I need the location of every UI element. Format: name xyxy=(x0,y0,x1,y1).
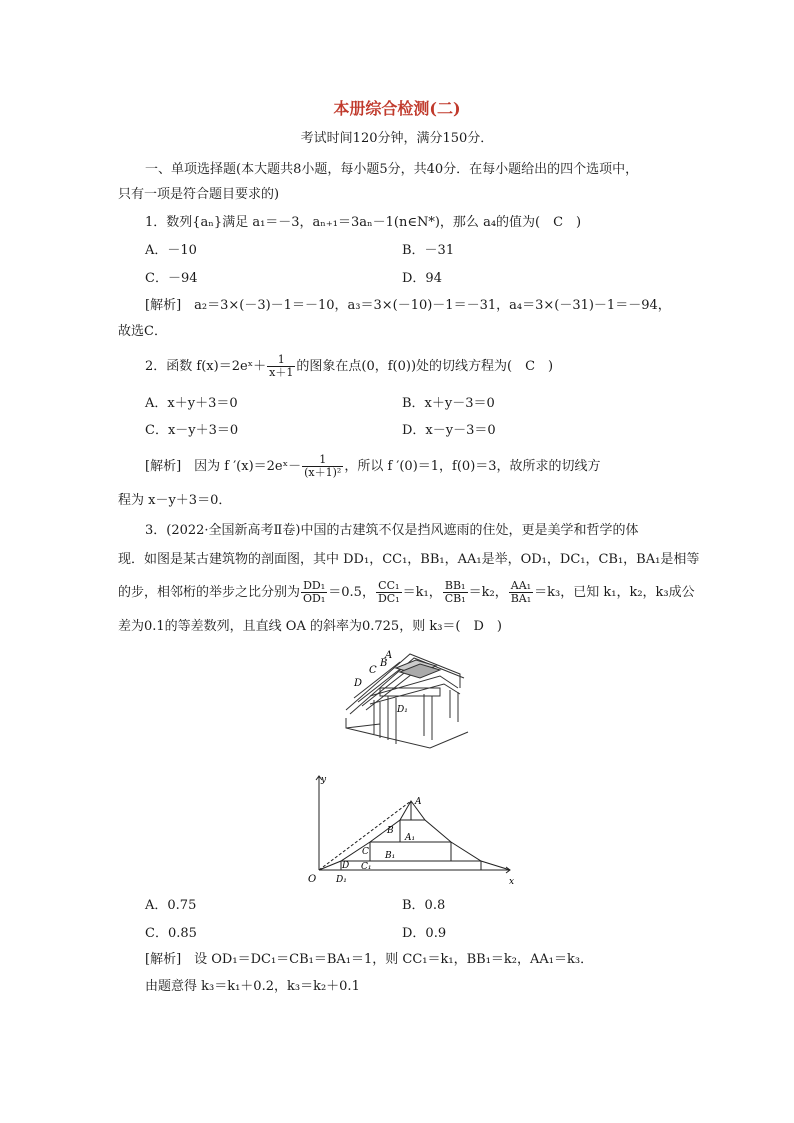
q3-frac-4 xyxy=(509,580,533,605)
q3-option-b: B．0.8 xyxy=(402,898,446,913)
q1-option-d: D．94 xyxy=(402,271,442,286)
fig1-label-c: C xyxy=(369,665,377,676)
fig1-label-d: D xyxy=(354,678,363,689)
q3-frac-1 xyxy=(301,580,327,605)
fig1-label-b: B xyxy=(380,658,388,669)
q3-frac-1-num: DD₁ xyxy=(301,580,327,593)
q3-frac-4-den: BA₁ xyxy=(510,592,532,605)
q3-frac-3 xyxy=(443,580,468,605)
section-heading-2: 只有一项是符合题目要求的) xyxy=(118,187,280,202)
coordinate-diagram xyxy=(305,770,520,890)
q3-explanation-2: 由题意得 k₃＝k₁＋0.2，k₃＝k₂＋0.1 xyxy=(145,979,360,994)
fig2-origin: O xyxy=(308,874,317,885)
q3-frac-4-num: AA₁ xyxy=(509,580,533,593)
fig2-label-c: C xyxy=(362,847,369,857)
q1-option-a: A．－10 xyxy=(145,243,197,258)
ancient-building-figure xyxy=(340,648,472,750)
q3-frac-4-val: ＝k₃，已知 k₁，k₂，k₃成公 xyxy=(534,585,695,600)
exam-info: 考试时间120分钟，满分150分． xyxy=(300,131,494,146)
q3-line-2: 现．如图是某古建筑物的剖面图，其中 DD₁，CC₁，BB₁，AA₁是举，OD₁，DC₁，CB₁，BA₁是相等 xyxy=(118,552,700,567)
fig1-label-a: A xyxy=(385,650,393,661)
fig2-label-d1: D₁ xyxy=(336,875,347,885)
q2-stem xyxy=(145,352,553,382)
fig2-axis-y: y xyxy=(321,775,327,785)
q3-frac-3-val: ＝k₂， xyxy=(468,585,508,600)
q1-stem: 1．数列{aₙ}满足 a₁＝－3，aₙ₊₁＝3aₙ－1(n∈N*)，那么 a₄的值为( C ) xyxy=(145,215,582,230)
q3-option-a: A．0.75 xyxy=(145,898,197,913)
q1-option-b: B．－31 xyxy=(402,243,455,258)
fig2-label-b1: B₁ xyxy=(385,851,396,861)
q3-option-c: C．0.85 xyxy=(145,926,197,941)
q2-frac-den: x＋1 xyxy=(269,366,294,379)
q2-explanation-2: 程为 x－y＋3＝0． xyxy=(118,493,232,508)
q3-frac-3-num: BB₁ xyxy=(443,580,468,593)
q2-exp-frac-num: 1 xyxy=(302,454,343,467)
fig2-label-b: B xyxy=(387,826,394,836)
q1-explanation-1: [解析] a₂＝3×(－3)－1＝－10，a₃＝3×(－10)－1＝－31，a₄＝3×(－31)－1＝－94， xyxy=(145,298,671,313)
fig2-label-d: D xyxy=(342,861,350,871)
q3-line-1: 3．(2022·全国新高考Ⅱ卷)中国的古建筑不仅是挡风遮雨的住处，更是美学和哲学的体 xyxy=(145,523,639,538)
section-heading-1: 一、单项选择题(本大题共8小题，每小题5分，共40分．在每小题给出的四个选项中， xyxy=(145,162,639,177)
q2-stem-pre: 2．函数 f(x)＝2eˣ＋ xyxy=(145,359,267,374)
q3-frac-2-den: DC₁ xyxy=(377,592,400,605)
fig2-label-a1: A₁ xyxy=(405,833,416,843)
q2-frac-num: 1 xyxy=(267,354,295,367)
q3-frac-2 xyxy=(376,580,402,605)
q3-option-d: D．0.9 xyxy=(402,926,447,941)
fig2-axis-x: x xyxy=(509,877,515,887)
q1-explanation-2: 故选C． xyxy=(118,324,167,339)
q2-exp-frac-den: (x＋1)² xyxy=(304,466,342,479)
q3-frac-2-val: ＝k₁， xyxy=(402,585,442,600)
q3-frac-1-den: OD₁ xyxy=(303,592,326,605)
q2-option-d: D．x－y－3＝0 xyxy=(402,423,496,438)
q3-line-3-pre: 的步，相邻桁的举步之比分别为 xyxy=(118,585,301,600)
fig2-label-a: A xyxy=(415,797,422,807)
page-title: 本册综合检测(二) xyxy=(333,99,461,118)
q2-option-b: B．x＋y－3＝0 xyxy=(402,396,495,411)
q2-exp-fraction xyxy=(302,454,343,479)
q1-option-c: C．－94 xyxy=(145,271,198,286)
q3-line-3 xyxy=(118,577,695,609)
q2-option-a: A．x＋y＋3＝0 xyxy=(145,396,238,411)
q3-frac-3-den: CB₁ xyxy=(444,592,466,605)
q2-explanation-1 xyxy=(145,452,601,482)
q2-stem-post: 的图象在点(0，f(0))处的切线方程为( C ) xyxy=(296,359,554,374)
q2-option-c: C．x－y＋3＝0 xyxy=(145,423,239,438)
q2-exp-pre: [解析] 因为 f ′(x)＝2eˣ－ xyxy=(145,459,302,474)
fig1-label-d1: D₁ xyxy=(397,705,408,715)
q3-explanation-1: [解析] 设 OD₁＝DC₁＝CB₁＝BA₁＝1，则 CC₁＝k₁，BB₁＝k₂，AA₁＝k₃． xyxy=(145,952,594,967)
fig2-label-c1: C₁ xyxy=(361,862,372,872)
q2-exp-post: ，所以 f ′(0)＝1，f(0)＝3，故所求的切线方 xyxy=(344,459,601,474)
q2-fraction xyxy=(267,354,295,379)
q3-frac-1-val: ＝0.5， xyxy=(328,585,375,600)
q3-line-4: 差为0.1的等差数列，且直线 OA 的斜率为0.725，则 k₃＝( D ) xyxy=(118,619,502,634)
q3-frac-2-num: CC₁ xyxy=(376,580,402,593)
